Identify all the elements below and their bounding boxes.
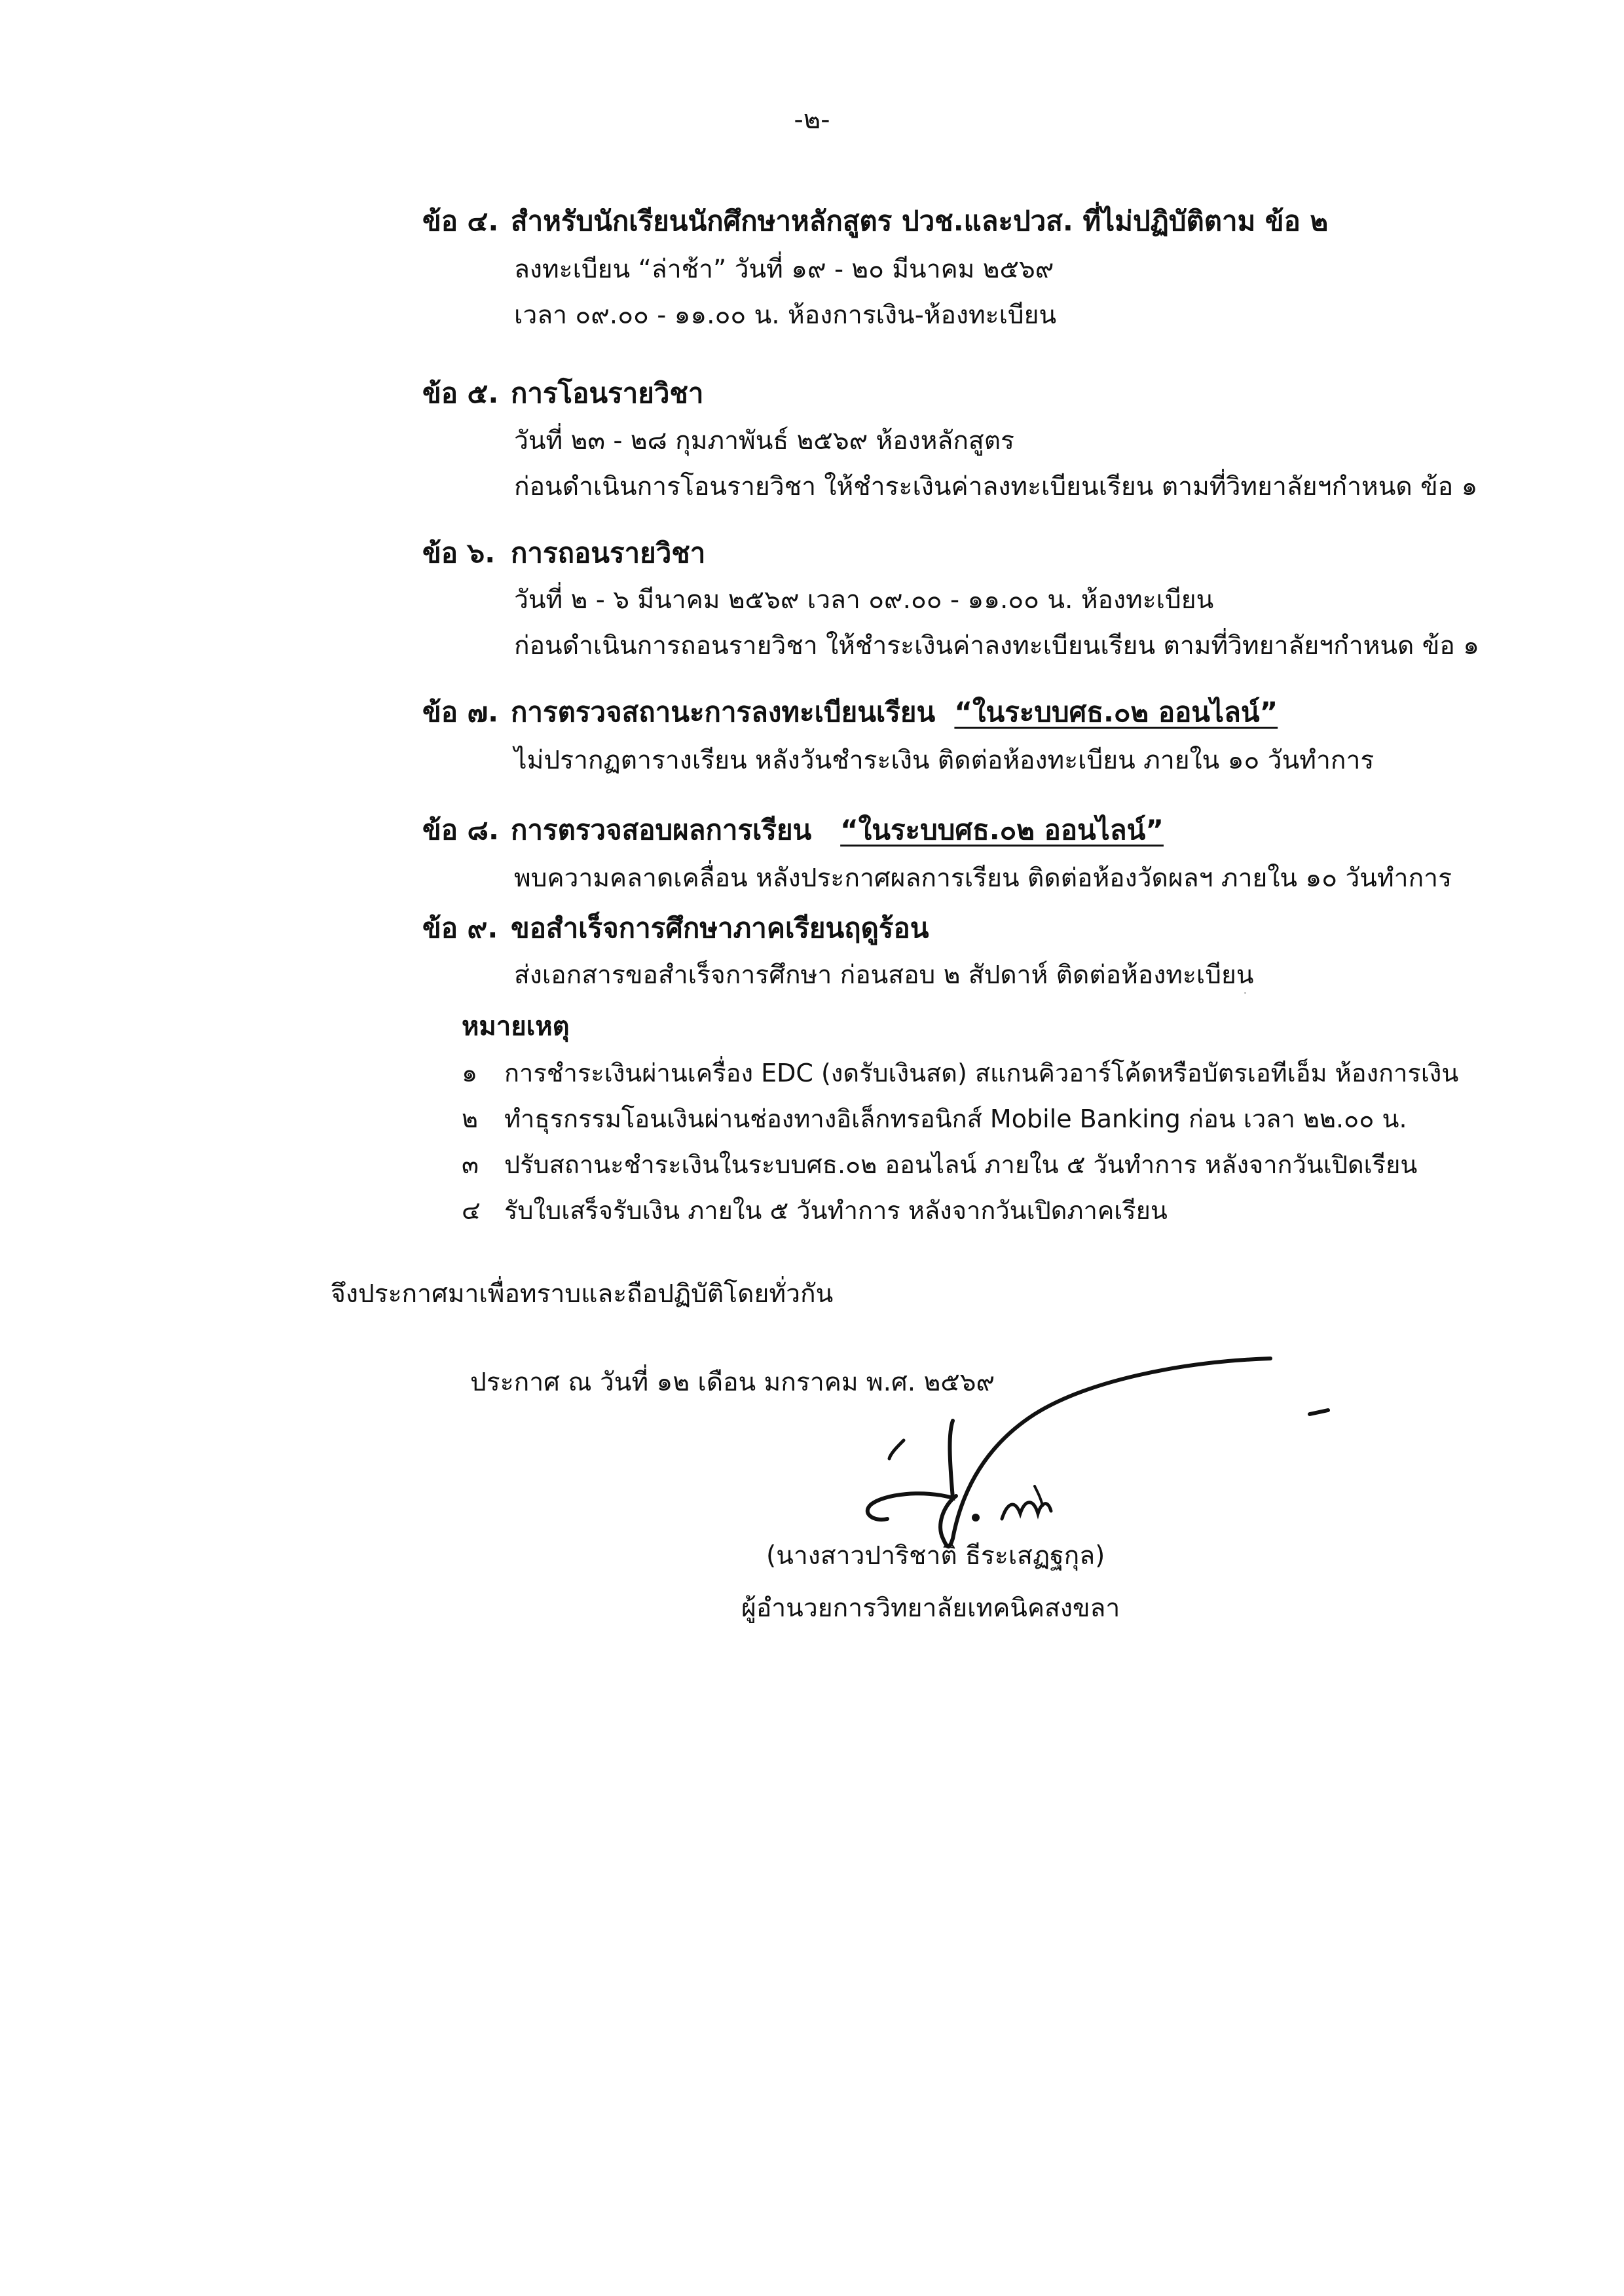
note-1-text: การชำระเงินผ่านเครื่อง EDC (งดรับเงินสด) สแกนคิวอาร์โค้ดหรือบัตรเอทีเอ็ม ห้องการเงิน (504, 1059, 1459, 1087)
item-7-title: การตรวจสถานะการลงทะเบียนเรียน (511, 696, 936, 728)
item-9-title: ขอสำเร็จการศึกษาภาคเรียนฤดูร้อน (511, 912, 929, 944)
item-8-number: ข้อ ๘. (422, 814, 499, 846)
item-9-number: ข้อ ๙. (422, 912, 498, 944)
note-item-4 (462, 1190, 1168, 1230)
note-item-3 (462, 1144, 1417, 1184)
item-8-heading (422, 809, 1164, 852)
item-4-line-1: ลงทะเบียน “ล่าช้า” วันที่ ๑๙ - ๒๐ มีนาคม ๒๕๖๙ (514, 255, 1054, 284)
item-5-title: การโอนรายวิชา (511, 377, 704, 409)
item-5-line-1: วันที่ ๒๓ - ๒๘ กุมภาพันธ์ ๒๕๖๙ ห้องหลักสูตร (514, 426, 1015, 456)
item-5-line-2: ก่อนดำเนินการโอนรายวิชา ให้ชำระเงินค่าลงทะเบียนเรียน ตามที่วิทยาลัยฯกำหนด ข้อ ๑ (514, 472, 1478, 501)
item-9-line-1: ส่งเอกสารขอสำเร็จการศึกษา ก่อนสอบ ๒ สัปดาห์ ติดต่อห้องทะเบียน (514, 960, 1254, 990)
page-number: -๒- (794, 105, 830, 135)
handwritten-signature (838, 1342, 1362, 1552)
item-6-line-2: ก่อนดำเนินการถอนรายวิชา ให้ชำระเงินค่าลงทะเบียนเรียน ตามที่วิทยาลัยฯกำหนด ข้อ ๑ (514, 631, 1480, 661)
announcement-date: ประกาศ ณ วันที่ ๑๒ เดือน มกราคม พ.ศ. ๒๕๖๙ (470, 1368, 995, 1397)
item-4-number: ข้อ ๔. (422, 205, 499, 237)
item-5-heading (422, 372, 704, 415)
notes-title: หมายเหตุ (462, 1011, 570, 1042)
note-4-number: ๔ (462, 1196, 481, 1225)
scan-speck (1244, 992, 1246, 994)
item-4-heading (422, 200, 1328, 243)
item-7-line-1: ไม่ปรากฏตารางเรียน หลังวันชำระเงิน ติดต่อห้องทะเบียน ภายใน ๑๐ วันทำการ (514, 746, 1375, 775)
note-2-number: ๒ (462, 1104, 479, 1133)
signer-name: (นางสาวปาริชาติ ธีระเสฏฐกุล) (766, 1541, 1105, 1571)
note-1-number: ๑ (462, 1059, 478, 1087)
item-6-number: ข้อ ๖. (422, 537, 496, 569)
note-item-2 (462, 1099, 1407, 1139)
note-item-1 (462, 1053, 1458, 1093)
item-8-title: การตรวจสอบผลการเรียน (511, 814, 812, 846)
item-8-line-1: พบความคลาดเคลื่อน หลังประกาศผลการเรียน ติดต่อห้องวัดผลฯ ภายใน ๑๐ วันทำการ (514, 864, 1452, 893)
note-3-number: ๓ (462, 1150, 479, 1179)
item-4-title: สำหรับนักเรียนนักศึกษาหลักสูตร ปวช.และปวส. ที่ไม่ปฏิบัติตาม ข้อ ๒ (511, 205, 1329, 237)
item-5-number: ข้อ ๕. (422, 377, 499, 409)
note-3-text: ปรับสถานะชำระเงินในระบบศธ.๐๒ ออนไลน์ ภายใน ๕ วันทำการ หลังจากวันเปิดเรียน (504, 1150, 1418, 1179)
item-7-heading (422, 691, 1278, 734)
item-6-title: การถอนรายวิชา (511, 537, 706, 569)
signer-position: ผู้อำนวยการวิทยาลัยเทคนิคสงขลา (741, 1594, 1120, 1623)
item-6-heading (422, 532, 705, 575)
item-6-line-1: วันที่ ๒ - ๖ มีนาคม ๒๕๖๙ เวลา ๐๙.๐๐ - ๑๑.๐๐ น. ห้องทะเบียน (514, 585, 1214, 615)
item-4-line-2: เวลา ๐๙.๐๐ - ๑๑.๐๐ น. ห้องการเงิน-ห้องทะเบียน (514, 301, 1057, 330)
note-4-text: รับใบเสร็จรับเงิน ภายใน ๕ วันทำการ หลังจากวันเปิดภาคเรียน (504, 1196, 1168, 1225)
item-7-number: ข้อ ๗. (422, 696, 499, 728)
closing-statement: จึงประกาศมาเพื่อทราบและถือปฏิบัติโดยทั่วกัน (331, 1279, 834, 1309)
item-8-title-underlined: “ในระบบศธ.๐๒ ออนไลน์” (840, 814, 1164, 846)
item-9-heading (422, 907, 929, 950)
note-2-text: ทำธุรกรรมโอนเงินผ่านช่องทางอิเล็กทรอนิกส์ Mobile Banking ก่อน เวลา ๒๒.๐๐ น. (504, 1104, 1407, 1133)
item-7-title-underlined: “ในระบบศธ.๐๒ ออนไลน์” (954, 696, 1278, 728)
